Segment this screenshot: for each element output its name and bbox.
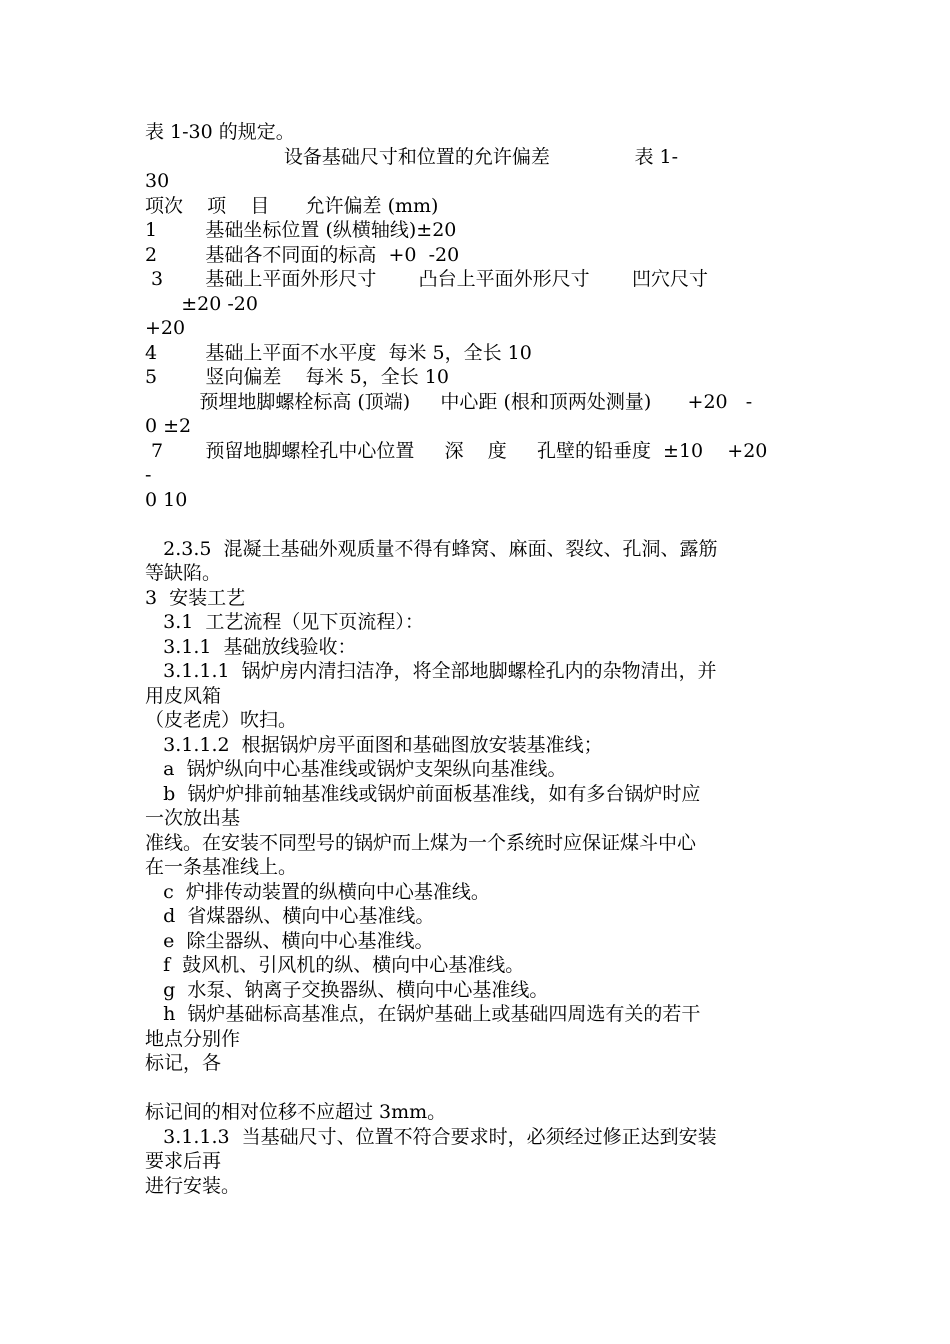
table-row: - bbox=[145, 464, 152, 486]
table-row: 4 基础上平面不水平度 每米 5，全长 10 bbox=[145, 341, 532, 364]
table-caption: 设备基础尺寸和位置的允许偏差 表 1- bbox=[145, 145, 679, 168]
blank-line bbox=[145, 512, 807, 537]
list-item: c 炉排传动装置的纵横向中心基准线。 bbox=[145, 880, 490, 903]
table-row: 0 10 bbox=[145, 488, 188, 511]
table-row: ±20 -20 bbox=[145, 292, 258, 315]
table-row: 3 基础上平面外形尺寸 凸台上平面外形尺寸 凹穴尺寸 bbox=[145, 268, 708, 290]
text-line: 30 bbox=[145, 170, 170, 192]
text-line: 表 1-30 的规定。 bbox=[145, 121, 295, 143]
table-row: 0 ±2 bbox=[145, 415, 192, 437]
blank-line bbox=[145, 1076, 807, 1101]
list-item: b 锅炉炉排前轴基准线或锅炉前面板基准线，如有多台锅炉时应 bbox=[145, 782, 701, 805]
table-row: 预埋地脚螺栓标高 (顶端) 中心距 (根和顶两处测量) +20 - bbox=[145, 390, 753, 413]
paragraph-line: 用皮风箱 bbox=[145, 684, 222, 707]
table-header-row: 项次 项 目 允许偏差 (mm) bbox=[145, 194, 439, 217]
section-heading: 3 安装工艺 bbox=[145, 586, 246, 609]
paragraph-line: 等缺陷。 bbox=[145, 562, 222, 584]
table-row: 1 基础坐标位置 (纵横轴线)±20 bbox=[145, 219, 457, 241]
paragraph-line: 2.3.5 混凝土基础外观质量不得有蜂窝、麻面、裂纹、孔洞、露筋 bbox=[145, 537, 718, 560]
list-item: a 锅炉纵向中心基准线或锅炉支架纵向基准线。 bbox=[145, 758, 567, 780]
paragraph-line: 标记，各 bbox=[145, 1052, 222, 1074]
paragraph-line: （皮老虎）吹扫。 bbox=[145, 709, 298, 731]
paragraph-line: 3.1.1.3 当基础尺寸、位置不符合要求时，必须经过修正达到安装 bbox=[145, 1125, 717, 1148]
list-item: g 水泵、钠离子交换器纵、横向中心基准线。 bbox=[145, 978, 549, 1001]
list-item: h 锅炉基础标高基准点，在锅炉基础上或基础四周选有关的若干 bbox=[145, 1003, 701, 1025]
list-item: e 除尘器纵、横向中心基准线。 bbox=[145, 929, 434, 952]
paragraph-line: 3.1.1.2 根据锅炉房平面图和基础图放安装基准线； bbox=[145, 733, 603, 756]
paragraph-line: 一次放出基 bbox=[145, 807, 241, 829]
table-row: 2 基础各不同面的标高 +0 -20 bbox=[145, 243, 460, 266]
paragraph-line: 标记间的相对位移不应超过 3mm。 bbox=[145, 1101, 447, 1123]
subsection-heading: 3.1.1 基础放线验收： bbox=[145, 635, 357, 658]
paragraph-line: 要求后再 bbox=[145, 1150, 222, 1172]
paragraph-line: 准线。在安装不同型号的锅炉而上煤为一个系统时应保证煤斗中心 bbox=[145, 831, 697, 854]
paragraph-line: 进行安装。 bbox=[145, 1174, 241, 1197]
table-row: +20 bbox=[145, 317, 186, 339]
paragraph-line: 3.1.1.1 锅炉房内清扫洁净，将全部地脚螺栓孔内的杂物清出，并 bbox=[145, 660, 717, 682]
table-row: 7 预留地脚螺栓孔中心位置 深 度 孔壁的铅垂度 ±10 +20 bbox=[145, 439, 768, 462]
document-body bbox=[145, 120, 807, 1198]
paragraph-line: 地点分别作 bbox=[145, 1027, 241, 1050]
list-item: f 鼓风机、引风机的纵、横向中心基准线。 bbox=[145, 954, 525, 976]
paragraph-line: 在一条基准线上。 bbox=[145, 856, 298, 878]
table-row: 5 竖向偏差 每米 5，全长 10 bbox=[145, 366, 449, 388]
list-item: d 省煤器纵、横向中心基准线。 bbox=[145, 905, 435, 927]
subsection-heading: 3.1 工艺流程（见下页流程）： bbox=[145, 611, 424, 633]
